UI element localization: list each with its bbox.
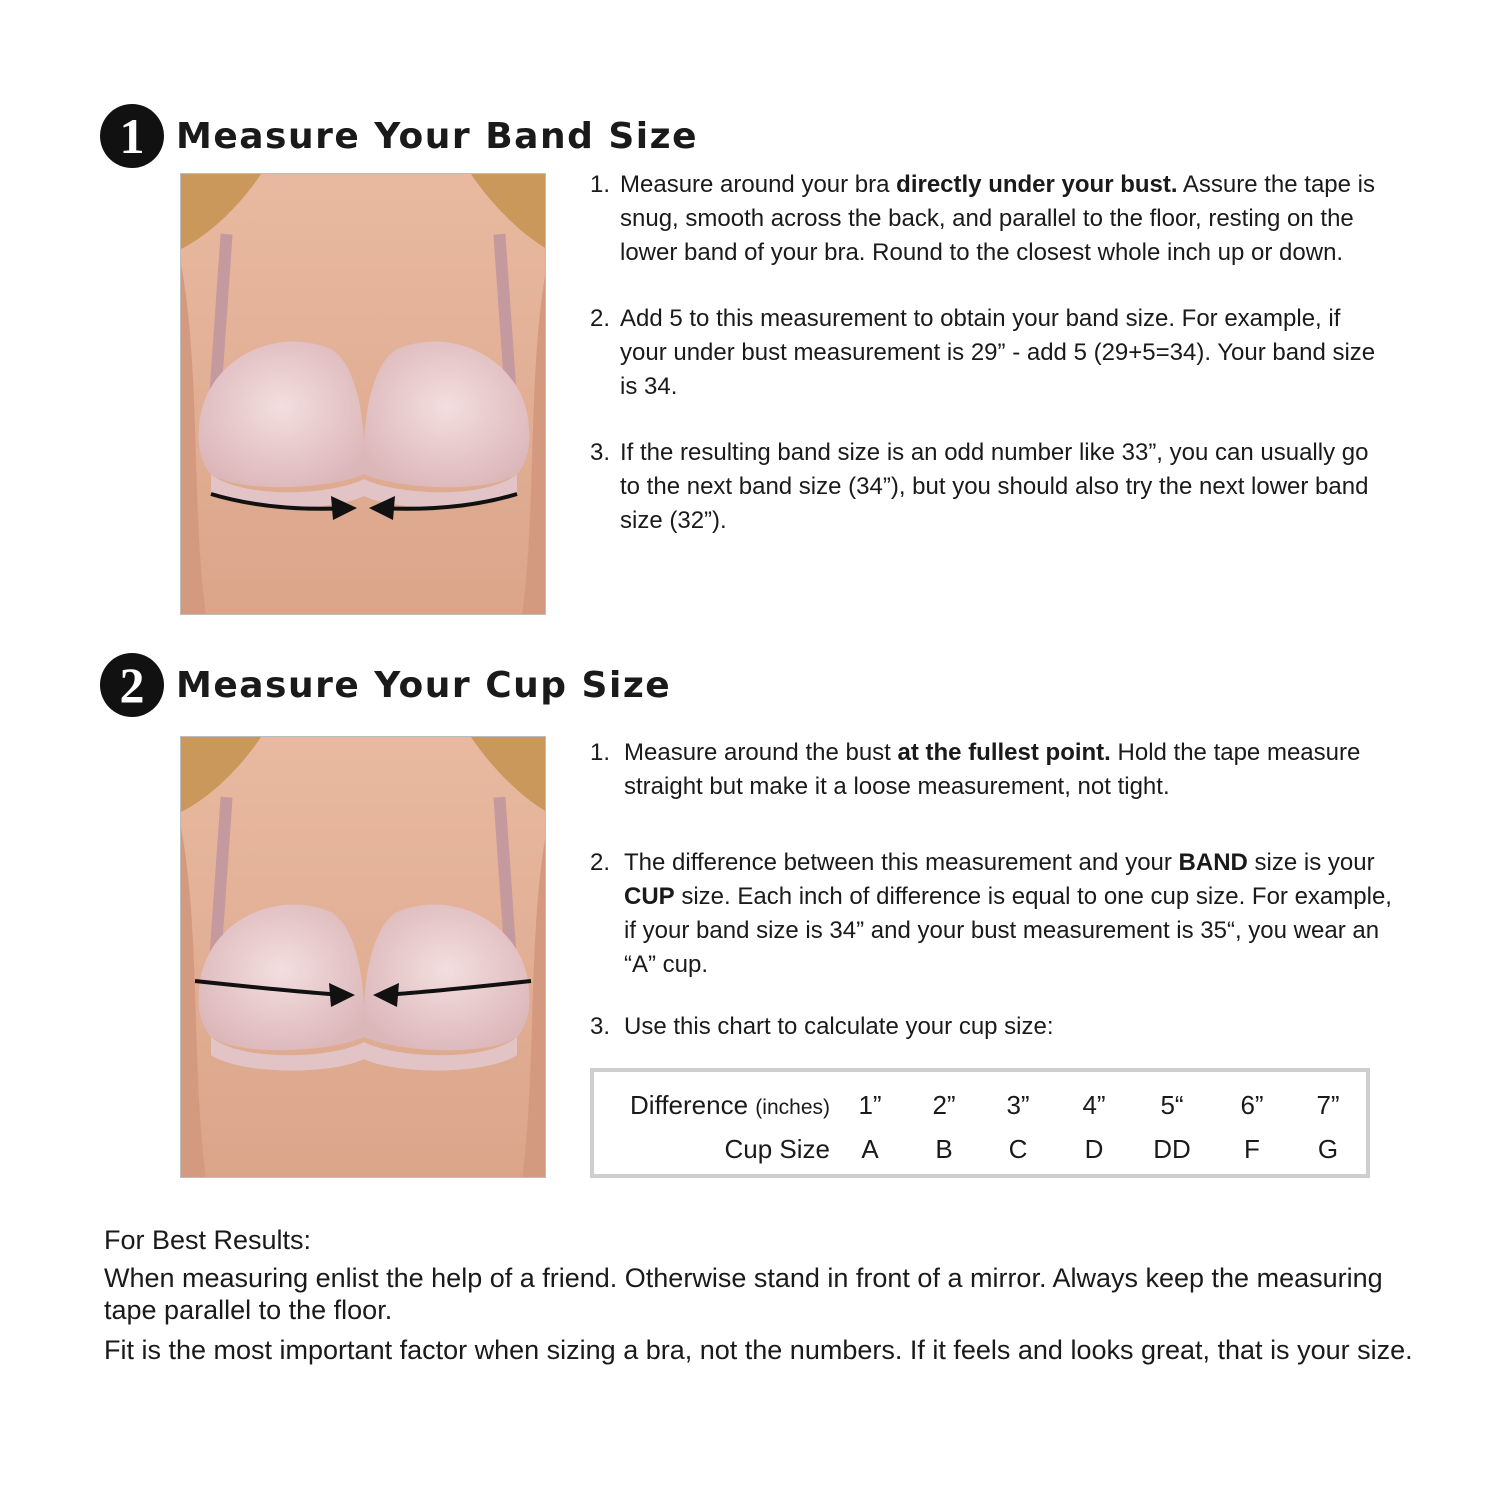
step-emphasis: directly under your bust.	[896, 171, 1178, 198]
cup-cell-5: DD	[1153, 1134, 1191, 1164]
band-step-2	[590, 302, 1390, 404]
cup-row-label: Cup Size	[724, 1134, 830, 1164]
step-text: Measure around your bra	[620, 171, 897, 198]
difference-row-label	[630, 1090, 830, 1121]
step-text: size. Each inch of difference is equal to one cup size. For example, if your band size is 34” and your bust measurement is 35“, you wear an “A” cup.	[624, 883, 1392, 978]
cup-row	[594, 1134, 1366, 1174]
cup-cell-2: B	[935, 1134, 953, 1164]
step-emphasis: CUP	[624, 883, 675, 910]
step-number: 2.	[590, 305, 611, 332]
step-text: If the resulting band size is an odd number like 33”, you can usually go to the next band size (34”), but you should also try the next lower band size (32”).	[620, 439, 1369, 534]
best-results-heading: For Best Results:	[104, 1225, 312, 1255]
best-results-tip-1: When measuring enlist the help of a friend. Otherwise stand in front of a mirror. Always keep the measuring tape parallel to the floor.	[104, 1263, 1383, 1325]
cup-cell-4: D	[1084, 1134, 1104, 1164]
difference-cell-1: 1”	[858, 1090, 882, 1120]
step-emphasis: BAND	[1178, 849, 1248, 876]
step-text: Hold the tape measure straight but make it a loose measurement, not tight.	[624, 739, 1361, 800]
cup-cell-1: A	[861, 1134, 879, 1164]
step-text: size is your	[1247, 849, 1375, 876]
band-step-3	[590, 436, 1390, 538]
best-results-tip-2: Fit is the most important factor when sizing a bra, not the numbers. If it feels and looks great, that is your size.	[104, 1335, 1413, 1365]
cup-size-chart	[590, 1068, 1370, 1178]
section-cup-header	[100, 653, 671, 717]
step-number-badge-1: 1	[100, 104, 164, 168]
section-band-title: Measure Your Band Size	[176, 115, 699, 157]
step-text: Assure the tape is snug, smooth across the back, and parallel to the floor, resting on the lower band of your bra. Round to the closest whole inch up or down.	[620, 171, 1375, 266]
step-text: Add 5 to this measurement to obtain your band size. For example, if your under bust measurement is 29” - add 5 (29+5=34). Your band size is 34.	[620, 305, 1376, 400]
step-text: The difference between this measurement and your	[624, 849, 1179, 876]
best-results-section	[104, 1222, 1424, 1374]
difference-cell-7: 7”	[1316, 1090, 1340, 1120]
step-number: 1.	[590, 739, 611, 766]
difference-cell-3: 3”	[1006, 1090, 1030, 1120]
step-number-badge-2: 2	[100, 653, 164, 717]
step-text: Use this chart to calculate your cup size:	[624, 1013, 1054, 1040]
cup-cell-7: G	[1317, 1134, 1339, 1164]
step-emphasis: at the fullest point.	[897, 739, 1111, 766]
band-step-1	[590, 168, 1390, 270]
band-steps-list	[590, 168, 1390, 538]
cup-cell-3: C	[1008, 1134, 1028, 1164]
difference-cell-4: 4”	[1082, 1090, 1106, 1120]
difference-unit-text: (inches)	[755, 1096, 830, 1119]
difference-cell-6: 6”	[1240, 1090, 1264, 1120]
cup-measure-photo	[180, 736, 546, 1178]
cup-cell-6: F	[1244, 1134, 1260, 1164]
step-number: 2.	[590, 849, 611, 876]
cup-step-1	[590, 736, 1410, 804]
difference-cell-2: 2”	[932, 1090, 956, 1120]
difference-cell-5: 5“	[1160, 1090, 1184, 1120]
cup-step-2	[590, 846, 1410, 982]
band-measure-photo	[180, 173, 546, 615]
step-number: 1.	[590, 171, 611, 198]
cup-steps-list	[590, 736, 1410, 1044]
cup-step-3	[590, 1010, 1410, 1044]
step-text: Measure around the bust	[624, 739, 898, 766]
section-band-header	[100, 104, 698, 168]
step-number: 3.	[590, 439, 611, 466]
section-cup-title: Measure Your Cup Size	[176, 664, 672, 706]
difference-row	[594, 1090, 1366, 1130]
step-number: 3.	[590, 1013, 611, 1040]
difference-label-text: Difference	[630, 1090, 749, 1120]
